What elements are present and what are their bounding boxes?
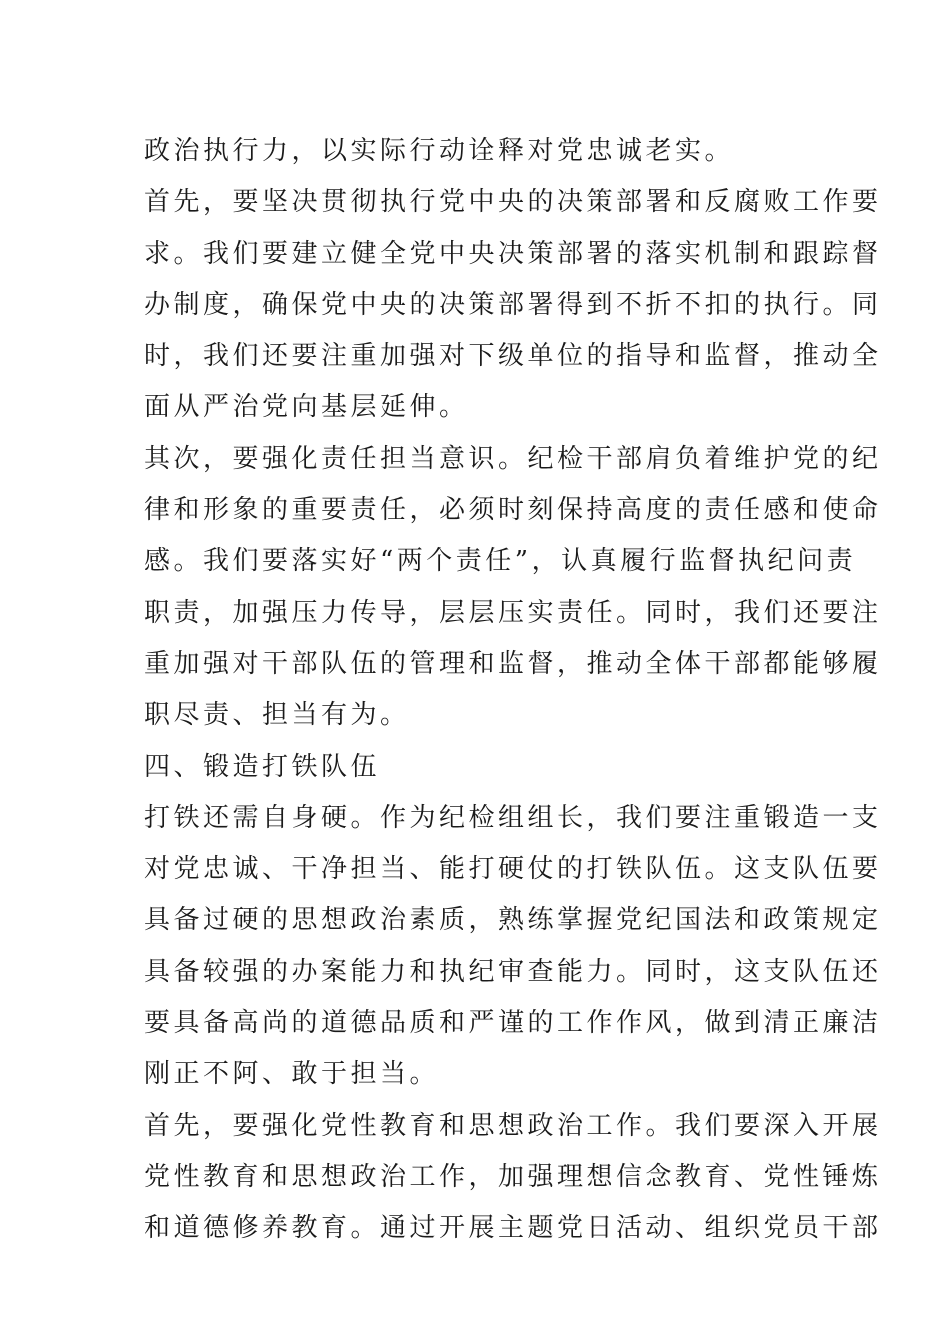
text-line: 律和形象的重要责任，必须时刻保持高度的责任感和使命 [144,495,882,526]
text-line: 其次，要强化责任担当意识。纪检干部肩负着维护党的纪 [144,443,882,474]
text-line: 和道德修养教育。通过开展主题党日活动、组织党员干部 [144,1213,882,1244]
text-line: 政治执行力，以实际行动诠释对党忠诚老实。 [144,136,735,166]
text-line: 面从严治党向基层延伸。 [144,392,469,423]
text-line: 具备较强的办案能力和执纪审查能力。同时，这支队伍还 [144,956,882,987]
section-heading: 四、锻造打铁队伍 [144,751,381,782]
text-line: 重加强对干部队伍的管理和监督，推动全体干部都能够履 [144,648,882,679]
text-line: 打铁还需自身硬。作为纪检组组长，我们要注重锻造一支 [144,802,882,833]
text-line: 职尽责、担当有为。 [144,700,410,731]
text-line: 党性教育和思想政治工作，加强理想信念教育、党性锤炼 [144,1161,882,1192]
body-text [144,126,882,1255]
text-line: 对党忠诚、干净担当、能打硬仗的打铁队伍。这支队伍要 [144,854,882,885]
text-line: 办制度，确保党中央的决策部署得到不折不扣的执行。同 [144,289,882,320]
text-line: 刚正不阿、敢于担当。 [144,1059,440,1090]
text-line: 具备过硬的思想政治素质，熟练掌握党纪国法和政策规定 [144,905,882,936]
text-line: 首先，要强化党性教育和思想政治工作。我们要深入开展 [144,1110,882,1141]
text-line: 要具备高尚的道德品质和严谨的工作作风，做到清正廉洁 [144,1008,882,1039]
text-line: 求。我们要建立健全党中央决策部署的落实机制和跟踪督 [144,238,882,269]
text-line: 职责，加强压力传导，层层压实责任。同时，我们还要注 [144,597,882,628]
text-line: 首先，要坚决贯彻执行党中央的决策部署和反腐败工作要 [144,187,882,218]
text-line: 感。我们要落实好“两个责任”，认真履行监督执纪问责 [144,546,857,577]
text-line: 时，我们还要注重加强对下级单位的指导和监督，推动全 [144,341,882,372]
